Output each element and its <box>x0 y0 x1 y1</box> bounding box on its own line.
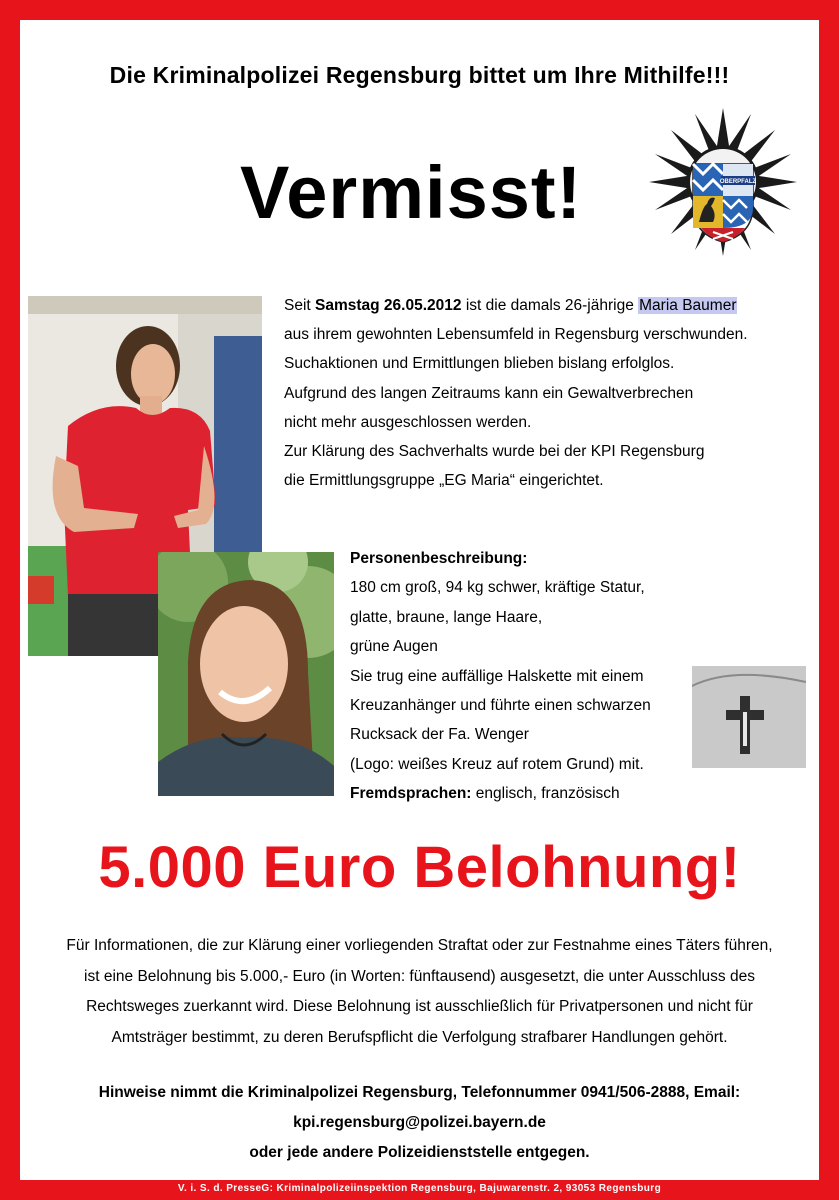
intro-line-2: aus ihrem gewohnten Lebensumfeld in Regensburg verschwunden. <box>284 326 748 344</box>
missing-person-name: Maria Baumer <box>639 297 737 314</box>
contact-line-3: oder jede andere Polizeidienststelle entgegen. <box>249 1144 590 1161</box>
contact-line-1: Hinweise nimmt die Kriminalpolizei Regensburg, Telefonnummer 0941/506-2888, Email: <box>98 1084 741 1101</box>
description-line-7: (Logo: weißes Kreuz auf rotem Grund) mit. <box>350 755 644 773</box>
description-heading: Personenbeschreibung: <box>350 550 528 567</box>
contact-email: kpi.regensburg@polizei.bayern.de <box>293 1114 546 1131</box>
description-languages: Fremdsprachen: englisch, französisch <box>350 785 620 803</box>
intro-paragraph <box>284 291 804 495</box>
description-line-1: 180 cm groß, 94 kg schwer, kräftige Statur, <box>350 579 645 597</box>
description-line-2: glatte, braune, lange Haare, <box>350 608 543 626</box>
photo-cross-pendant <box>692 666 806 768</box>
description-line-3: grüne Augen <box>350 638 438 656</box>
intro-line-1: Seit Samstag 26.05.2012 ist die damals 26-jährige Maria Baumer <box>284 297 737 314</box>
reward-heading: 5.000 Euro Belohnung! <box>98 835 741 900</box>
police-star-badge-icon <box>648 104 798 269</box>
poster-title: Vermisst! <box>240 151 583 234</box>
disappearance-date: Samstag 26.05.2012 <box>315 297 462 314</box>
contact-block <box>20 1078 819 1168</box>
reward-info-paragraph <box>20 931 819 1053</box>
photo-missing-person-portrait <box>158 552 334 796</box>
badge-ribbon-text: OBERPFALZ <box>719 179 757 185</box>
intro-line-3: Suchaktionen und Ermittlungen blieben bislang erfolglos. <box>284 355 675 373</box>
description-line-6: Rucksack der Fa. Wenger <box>350 726 529 744</box>
info-line-1: Für Informationen, die zur Klärung einer vorliegenden Straftat oder zur Festnahme eines Täters führen, <box>66 937 773 954</box>
intro-line-4: Aufgrund des langen Zeitraums kann ein Gewaltverbrechen <box>284 384 694 402</box>
poster-headline: Die Kriminalpolizei Regensburg bittet um Ihre Mithilfe!!! <box>109 62 730 88</box>
info-line-3: Rechtsweges zuerkannt wird. Diese Belohnung ist ausschließlich für Privatpersonen und nicht für <box>86 998 753 1016</box>
person-description <box>350 544 690 809</box>
intro-line-5: nicht mehr ausgeschlossen werden. <box>284 413 532 431</box>
info-line-4: Amtsträger bestimmt, zu deren Berufspflicht die Verfolgung strafbarer Handlungen gehört. <box>111 1028 728 1046</box>
intro-line-6: Zur Klärung des Sachverhalts wurde bei der KPI Regensburg <box>284 443 705 461</box>
description-line-5: Kreuzanhänger und führte einen schwarzen <box>350 697 651 715</box>
footer-imprint: V. i. S. d. PresseG: Kriminalpolizeiinspektion Regensburg, Bajuwarenstr. 2, 93053 Regensburg <box>177 1183 662 1194</box>
info-line-2: ist eine Belohnung bis 5.000,- Euro (in Worten: fünftausend) ausgesetzt, die unter Ausschluss des <box>84 967 755 985</box>
description-line-4: Sie trug eine auffällige Halskette mit einem <box>350 667 644 685</box>
intro-line-7: die Ermittlungsgruppe „EG Maria“ eingerichtet. <box>284 472 604 490</box>
